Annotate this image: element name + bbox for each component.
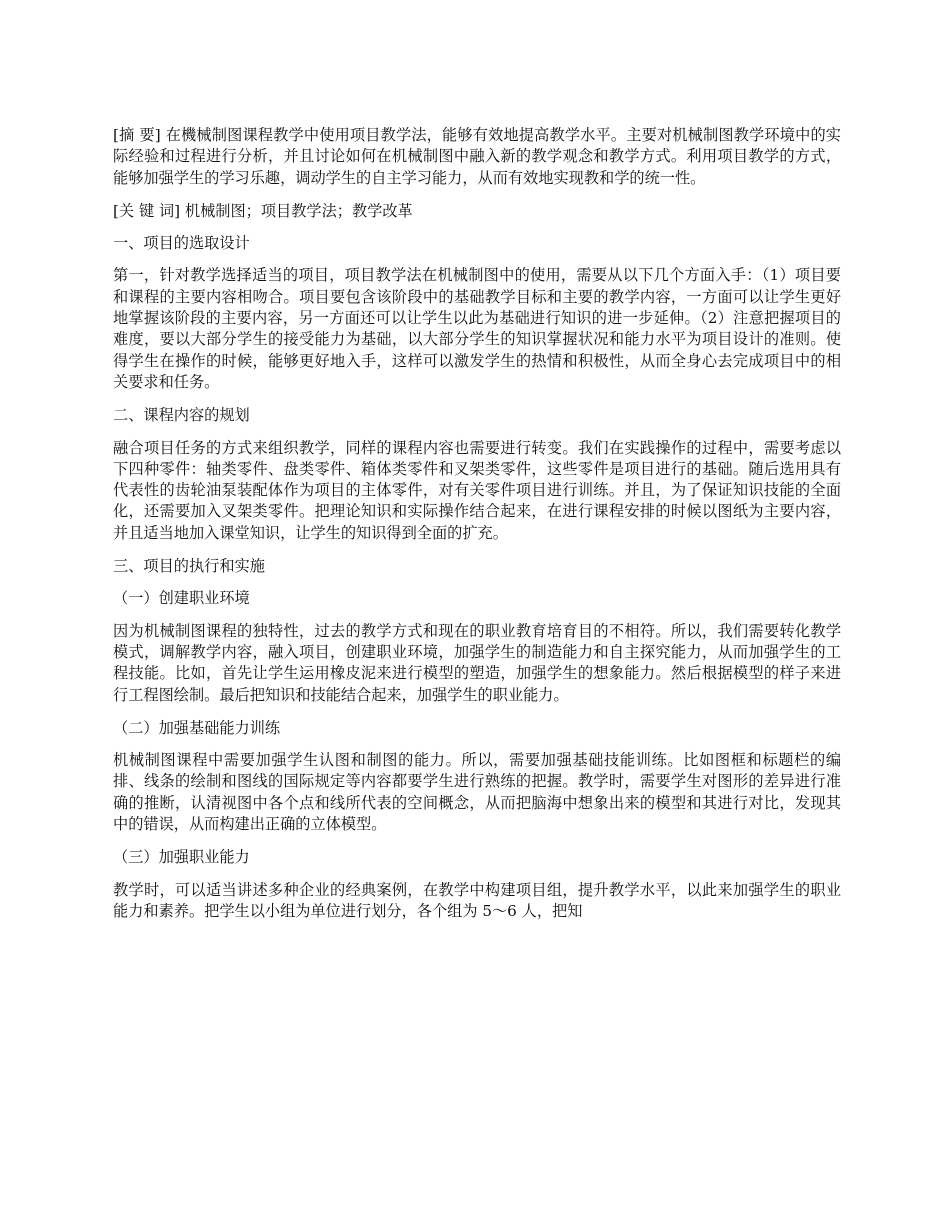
subsection-3-1-body: 因为机械制图课程的独特性，过去的教学方式和现在的职业教育培育目的不相符。所以，我们需要转化教学模式，调解教学内容，融入项目，创建职业环境，加强学生的制造能力和自主探究能力，从而加强学生的工程技能。比如，首先让学生运用橡皮泥来进行模型的塑造，加强学生的想象能力。然后根据模型的样子来进行工程图绘制。最后把知识和技能结合起来，加强学生的职业能力。 [113, 621, 841, 704]
document-page [113, 125, 841, 934]
subsection-3-3-body: 教学时，可以适当讲述多种企业的经典案例，在教学中构建项目组，提升教学水平，以此来加强学生的职业能力和素养。把学生以小组为单位进行划分，各个组为 5～6 人，把知 [113, 880, 841, 920]
subsection-3-1-heading: （一）创建职业环境 [113, 589, 250, 608]
keywords-line: [关 键 词] 机械制图；项目教学法；教学改革 [113, 201, 413, 220]
section-3-heading: 三、项目的执行和实施 [113, 557, 265, 576]
section-1-heading: 一、项目的选取设计 [113, 234, 250, 253]
section-2-heading: 二、课程内容的规划 [113, 406, 250, 425]
subsection-3-2-body: 机械制图课程中需要加强学生认图和制图的能力。所以，需要加强基础技能训练。比如图框和标题栏的编排、线条的绘制和图线的国际规定等内容都要学生进行熟练的把握。教学时，需要学生对图形的差异进行准确的推断，认清视图中各个点和线所代表的空间概念，从而把脑海中想象出来的模型和其进行对比，发现其中的错误，从而构建出正确的立体模型。 [113, 751, 841, 834]
abstract-paragraph: [摘 要] 在機械制图课程教学中使用项目教学法，能够有效地提高教学水平。主要对机械制图教学环境中的实际经验和过程进行分析，并且讨论如何在机械制图中融入新的教学观念和教学方式。利用项目教学的方式，能够加强学生的学习乐趣，调动学生的自主学习能力，从而有效地实现教和学的统一性。 [113, 126, 841, 187]
subsection-3-3-heading: （三）加强职业能力 [113, 848, 250, 867]
section-2-body: 融合项目任务的方式来组织教学，同样的课程内容也需要进行转变。我们在实践操作的过程中，需要考虑以下四种零件：轴类零件、盘类零件、箱体类零件和叉架类零件，这些零件是项目进行的基础。随后选用具有代表性的齿轮油泵装配体作为项目的主体零件，对有关零件项目进行训练。并且，为了保证知识技能的全面化，还需要加入叉架类零件。把理论知识和实际操作结合起来，在进行课程安排的时候以图纸为主要内容，并且适当地加入课堂知识，让学生的知识得到全面的扩充。 [113, 438, 841, 542]
subsection-3-2-heading: （二）加强基础能力训练 [113, 718, 281, 737]
section-1-body: 第一，针对教学选择适当的项目，项目教学法在机械制图中的使用，需要从以下几个方面入手：（1）项目要和课程的主要内容相吻合。项目要包含该阶段中的基础教学目标和主要的教学内容，一方面可以让学生更好地掌握该阶段的主要内容，另一方面还可以让学生以此为基础进行知识的进一步延伸。（2）注意把握项目的难度，要以大部分学生的接受能力为基础，以大部分学生的知识掌握状况和能力水平为项目设计的准则。使得学生在操作的时候，能够更好地入手，这样可以激发学生的热情和积极性，从而全身心去完成项目中的相关要求和任务。 [113, 266, 841, 391]
